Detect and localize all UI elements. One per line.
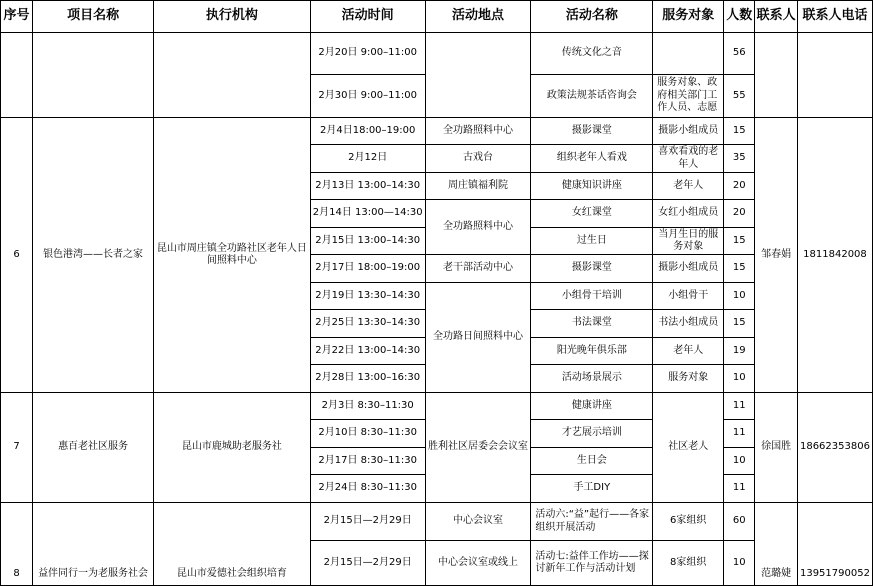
activity-cell: 组织老年人看戏 bbox=[531, 145, 653, 173]
time-cell: 2月22日 13:00–14:30 bbox=[310, 338, 425, 365]
activity-cell: 小组骨干培训 bbox=[531, 283, 653, 310]
target-cell: 喜欢看戏的老年人 bbox=[653, 145, 724, 173]
time-cell: 2月14日 13:00—14:30 bbox=[310, 200, 425, 228]
header-target: 服务对象 bbox=[653, 1, 724, 33]
count-cell: 10 bbox=[724, 365, 755, 393]
activity-cell: 摄影课堂 bbox=[531, 118, 653, 145]
count-cell: 55 bbox=[724, 75, 755, 118]
time-cell: 2月3日 8:30–11:30 bbox=[310, 393, 425, 420]
count-cell: 15 bbox=[724, 118, 755, 145]
contact-cell bbox=[755, 33, 798, 118]
count-cell: 10 bbox=[724, 448, 755, 475]
table-row bbox=[1, 118, 873, 145]
target-cell: 老年人 bbox=[653, 173, 724, 200]
contact-text: 范璐婕 bbox=[761, 568, 792, 579]
count-cell: 11 bbox=[724, 420, 755, 448]
time-cell: 2月24日 8:30–11:30 bbox=[310, 475, 425, 503]
target-cell: 当月生日的服务对象 bbox=[653, 228, 724, 255]
time-cell: 2月13日 13:00–14:30 bbox=[310, 173, 425, 200]
place-cell: 全功路照料中心 bbox=[425, 200, 531, 255]
activity-cell: 手工DIY bbox=[531, 475, 653, 503]
target-cell: 摄影小组成员 bbox=[653, 118, 724, 145]
activity-cell: 活动六:“益”起行——各家组织开展活动 bbox=[531, 503, 653, 541]
seq-cell bbox=[1, 503, 33, 586]
target-cell: 摄影小组成员 bbox=[653, 255, 724, 283]
target-cell: 6家组织 bbox=[653, 503, 724, 541]
place-cell bbox=[425, 33, 531, 118]
target-cell bbox=[653, 33, 724, 75]
place-cell: 古戏台 bbox=[425, 145, 531, 173]
table-row bbox=[1, 503, 873, 541]
header-place: 活动地点 bbox=[425, 1, 531, 33]
target-cell: 服务对象 bbox=[653, 365, 724, 393]
header-activity: 活动名称 bbox=[531, 1, 653, 33]
header-seq: 序号 bbox=[1, 1, 33, 33]
activity-cell: 生日会 bbox=[531, 448, 653, 475]
activity-cell: 活动场景展示 bbox=[531, 365, 653, 393]
header-org: 执行机构 bbox=[154, 1, 311, 33]
seq-cell: 7 bbox=[1, 393, 33, 503]
activity-cell: 传统文化之音 bbox=[531, 33, 653, 75]
count-cell: 60 bbox=[724, 503, 755, 541]
time-cell: 2月15日—2月29日 bbox=[310, 503, 425, 541]
contact-cell: 邹春娟 bbox=[755, 118, 798, 393]
table-row bbox=[1, 393, 873, 420]
target-cell: 书法小组成员 bbox=[653, 310, 724, 338]
place-cell: 全功路照料中心 bbox=[425, 118, 531, 145]
time-cell: 2月20日 9:00–11:00 bbox=[310, 33, 425, 75]
count-cell: 10 bbox=[724, 541, 755, 586]
target-cell: 女红小组成员 bbox=[653, 200, 724, 228]
target-cell: 服务对象、政府相关部门工作人员、志愿 bbox=[653, 75, 724, 118]
phone-text: 13951790052 bbox=[799, 568, 870, 579]
phone-cell bbox=[797, 33, 872, 118]
seq-cell: 6 bbox=[1, 118, 33, 393]
time-cell: 2月17日 8:30–11:30 bbox=[310, 448, 425, 475]
count-cell: 11 bbox=[724, 393, 755, 420]
header-count: 人数 bbox=[724, 1, 755, 33]
count-cell: 19 bbox=[724, 338, 755, 365]
time-cell: 2月17日 18:00–19:00 bbox=[310, 255, 425, 283]
count-cell: 15 bbox=[724, 255, 755, 283]
contact-cell bbox=[755, 503, 798, 586]
count-cell: 20 bbox=[724, 200, 755, 228]
target-cell: 社区老人 bbox=[653, 393, 724, 503]
activity-cell: 政策法规茶话咨询会 bbox=[531, 75, 653, 118]
header-project: 项目名称 bbox=[33, 1, 154, 33]
place-cell: 老干部活动中心 bbox=[425, 255, 531, 283]
target-cell: 老年人 bbox=[653, 338, 724, 365]
project-cell bbox=[33, 503, 154, 586]
activity-cell: 才艺展示培训 bbox=[531, 420, 653, 448]
org-text: 昆山市爱德社会组织培育 bbox=[176, 568, 287, 579]
time-cell: 2月10日 8:30–11:30 bbox=[310, 420, 425, 448]
seq-text: 8 bbox=[13, 568, 20, 579]
activity-cell: 摄影课堂 bbox=[531, 255, 653, 283]
target-cell: 8家组织 bbox=[653, 541, 724, 586]
count-cell: 35 bbox=[724, 145, 755, 173]
count-cell: 20 bbox=[724, 173, 755, 200]
count-cell: 15 bbox=[724, 228, 755, 255]
project-cell bbox=[33, 33, 154, 118]
header-contact: 联系人 bbox=[755, 1, 798, 33]
contact-cell: 徐国胜 bbox=[755, 393, 798, 503]
time-cell: 2月4日18:00–19:00 bbox=[310, 118, 425, 145]
time-cell: 2月15日—2月29日 bbox=[310, 541, 425, 586]
project-cell: 银色港湾——长者之家 bbox=[33, 118, 154, 393]
count-cell: 56 bbox=[724, 33, 755, 75]
place-cell: 周庄镇福利院 bbox=[425, 173, 531, 200]
time-cell: 2月30日 9:00–11:00 bbox=[310, 75, 425, 118]
place-cell: 胜利社区居委会会议室 bbox=[425, 393, 531, 503]
phone-cell: 18662353806 bbox=[797, 393, 872, 503]
phone-cell bbox=[797, 503, 872, 586]
activity-cell: 活动七:益伴工作坊——探讨新年工作与活动计划 bbox=[531, 541, 653, 586]
header-row bbox=[1, 1, 873, 33]
header-time: 活动时间 bbox=[310, 1, 425, 33]
project-text: 益伴同行一为老服务社会 bbox=[38, 568, 149, 579]
time-cell: 2月25日 13:30–14:30 bbox=[310, 310, 425, 338]
count-cell: 15 bbox=[724, 310, 755, 338]
place-cell: 中心会议室 bbox=[425, 503, 531, 541]
time-cell: 2月28日 13:00–16:30 bbox=[310, 365, 425, 393]
org-cell: 昆山市周庄镇全功路社区老年人日间照料中心 bbox=[154, 118, 311, 393]
time-cell: 2月12日 bbox=[310, 145, 425, 173]
count-cell: 10 bbox=[724, 283, 755, 310]
place-cell: 全功路日间照料中心 bbox=[425, 283, 531, 393]
time-cell: 2月15日 13:00–14:30 bbox=[310, 228, 425, 255]
count-cell: 11 bbox=[724, 475, 755, 503]
org-cell bbox=[154, 503, 311, 586]
phone-cell: 1811842008 bbox=[797, 118, 872, 393]
seq-cell bbox=[1, 33, 33, 118]
org-cell: 昆山市鹿城助老服务社 bbox=[154, 393, 311, 503]
activity-cell: 阳光晚年俱乐部 bbox=[531, 338, 653, 365]
activity-cell: 女红课堂 bbox=[531, 200, 653, 228]
activity-cell: 健康知识讲座 bbox=[531, 173, 653, 200]
place-cell: 中心会议室或线上 bbox=[425, 541, 531, 586]
org-cell bbox=[154, 33, 311, 118]
table-row bbox=[1, 33, 873, 75]
project-cell: 惠百老社区服务 bbox=[33, 393, 154, 503]
target-cell: 小组骨干 bbox=[653, 283, 724, 310]
header-phone: 联系人电话 bbox=[797, 1, 872, 33]
activity-cell: 过生日 bbox=[531, 228, 653, 255]
time-cell: 2月19日 13:30–14:30 bbox=[310, 283, 425, 310]
activity-cell: 书法课堂 bbox=[531, 310, 653, 338]
activity-cell: 健康讲座 bbox=[531, 393, 653, 420]
